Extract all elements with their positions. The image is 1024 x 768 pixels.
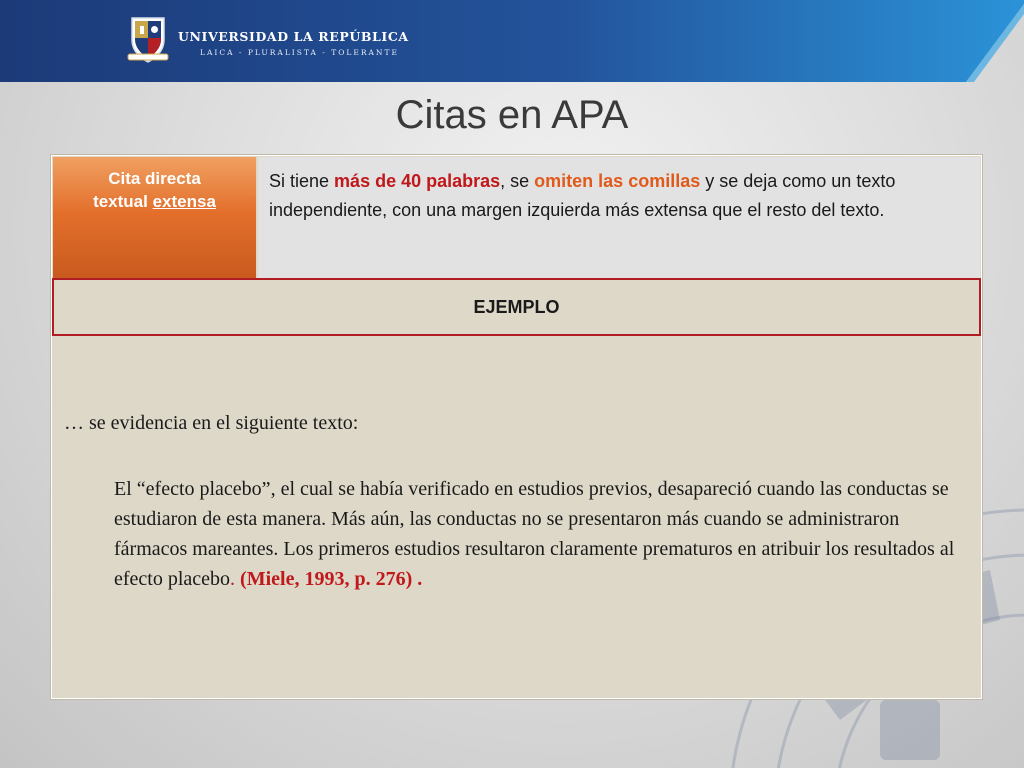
citation: (Miele, 1993, p. 276) . bbox=[235, 568, 423, 590]
label-cell bbox=[53, 157, 256, 280]
desc-emphasis-40-words: más de 40 palabras bbox=[334, 171, 501, 191]
desc-part3: y se deja como un texto independiente, con una margen izquierda más extensa que el resto del texto. bbox=[269, 171, 896, 220]
label-line1: Cita directa bbox=[108, 169, 201, 188]
example-intro: … se evidencia en el siguiente texto: bbox=[64, 412, 359, 434]
block-quote bbox=[114, 474, 964, 594]
desc-part1: Si tiene bbox=[269, 171, 335, 191]
quote-text: El “efecto placebo”, el cual se había verificado en estudios previos, desapareció cuando las conductas se estudiaron de esta manera. Más aún, las conductas no se presentaron más cuando se administraron fármacos mareantes. Los primeros estudios resultaron claramente prematuros en atribuir los resultados al efecto placebo bbox=[114, 478, 955, 590]
label-word-textual: textual bbox=[93, 192, 148, 211]
page-title: Citas en APA bbox=[395, 93, 629, 137]
header-band bbox=[0, 0, 1024, 82]
desc-emphasis-omit-quotes: omiten las comillas bbox=[534, 171, 701, 191]
description-cell bbox=[258, 157, 980, 280]
example-header: EJEMPLO bbox=[52, 278, 981, 336]
university-motto: LAICA - PLURALISTA - TOLERANTE bbox=[200, 48, 399, 57]
university-name: UNIVERSIDAD LA REPÚBLICA bbox=[178, 29, 409, 44]
label-line2 bbox=[53, 190, 256, 213]
university-shield-logo-icon bbox=[126, 14, 170, 64]
label-word-extensa: extensa bbox=[152, 192, 216, 211]
desc-part2: , se bbox=[500, 171, 535, 191]
quote-period: . bbox=[230, 568, 236, 590]
